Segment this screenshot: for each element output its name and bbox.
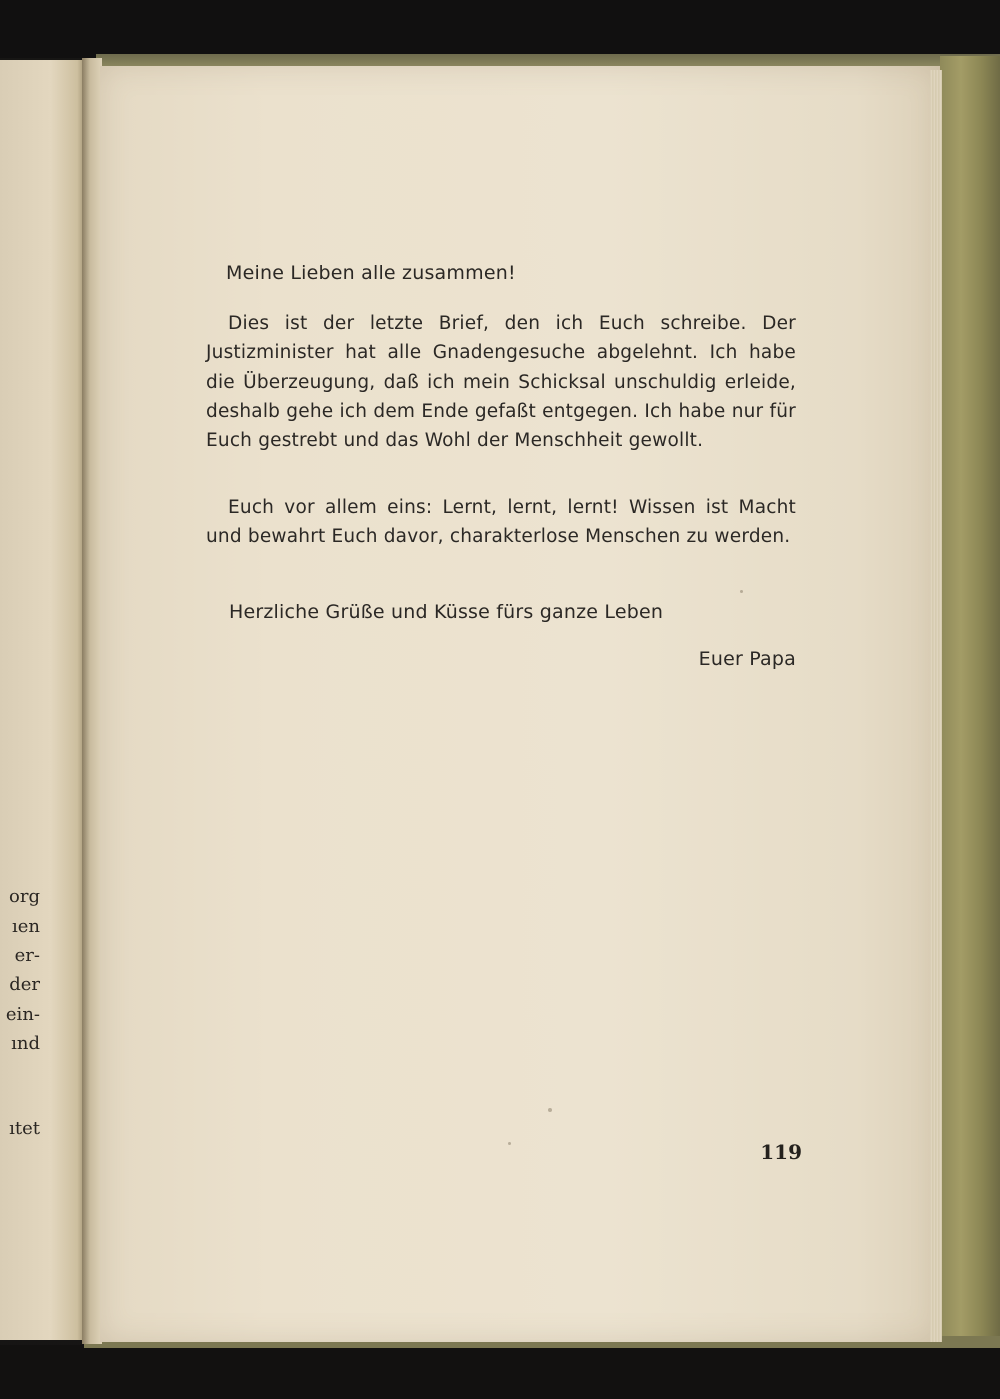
paper-speck (548, 1108, 552, 1112)
book-gutter (82, 58, 102, 1344)
left-facing-page (0, 60, 84, 1340)
left-page-fragment: er- (14, 945, 40, 966)
paragraph-text: Euch vor allem eins: Lernt, lernt, lernt! Wissen ist Macht und bewahrt Euch davor, charakterlose Menschen zu werden. (206, 497, 796, 548)
background-top (0, 0, 1000, 58)
page-number: 119 (760, 1140, 802, 1164)
left-page-fragment: ein- (5, 1004, 40, 1025)
left-page-fragment: ınd (11, 1033, 40, 1054)
letter-paragraph (206, 309, 796, 455)
page-edges (930, 70, 942, 1342)
left-page-fragment: der (9, 974, 40, 995)
left-page-fragment: org (9, 886, 40, 907)
right-page (100, 66, 940, 1342)
letter-salutation: Meine Lieben alle zusammen! (226, 262, 516, 284)
letter-paragraph (206, 493, 796, 552)
paper-speck (740, 590, 743, 593)
left-page-fragment: ıtet (9, 1118, 40, 1139)
cover-right-edge (940, 56, 1000, 1346)
letter-closing: Herzliche Grüße und Küsse fürs ganze Leben (229, 601, 664, 623)
letter-signature: Euer Papa (698, 648, 796, 670)
paragraph-text: Dies ist der letzte Brief, den ich Euch schreibe. Der Justizminister hat alle Gnadengesuche abgelehnt. Ich habe die Überzeugung, daß ich mein Schicksal unschuldig erleide, deshalb gehe ich dem Ende gefaßt entgegen. Ich habe nur für Euch gestrebt und das Wohl der Menschheit gewollt. (206, 313, 796, 452)
background-bottom (0, 1345, 1000, 1399)
paper-speck (508, 1142, 511, 1145)
left-page-fragment: ıen (11, 916, 40, 937)
